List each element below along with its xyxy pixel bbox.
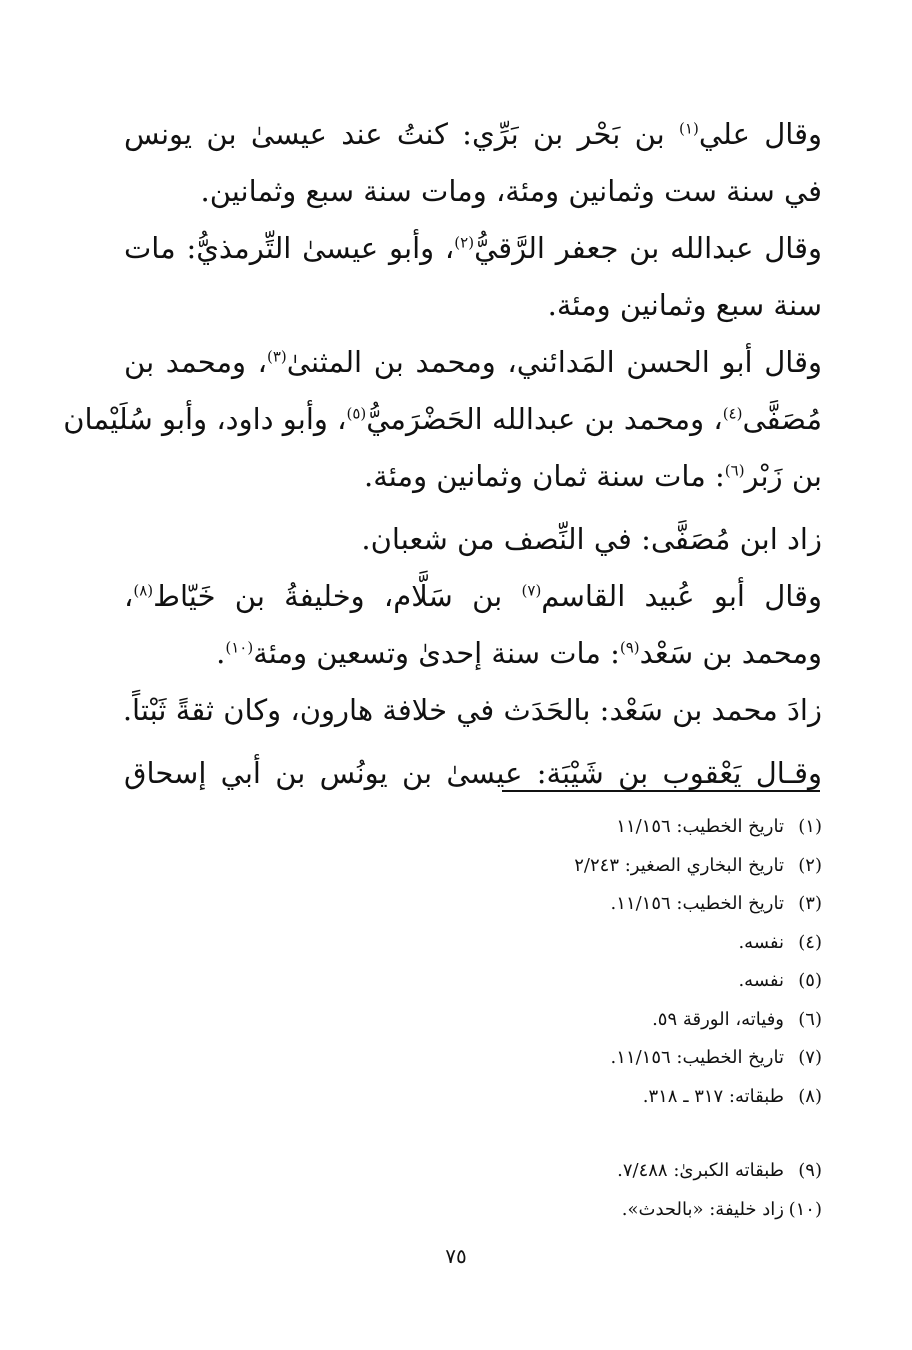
footnote [440,885,822,924]
footnote [440,847,822,886]
text-line: زادَ محمد بن سَعْد: بالحَدَث في خلافة هارون، وكان ثقةً ثَبْتاً. [122,693,822,727]
footnote-text: طبقاته الكبرىٰ: ٧/٤٨٨. [617,1160,784,1181]
footnote [440,1152,822,1191]
footnote [440,808,822,847]
footnote [440,1039,822,1078]
page-number: ٧٥ [445,1244,467,1268]
text-line: ومحمد بن سَعْد$^{(٩)}$: مات سنة إحدىٰ وتسعين ومئة$^{(١٠)}$. [216,636,822,670]
footnote-number: (٣) [798,893,822,914]
footnote [440,962,822,1001]
footnote-number: (١) [798,816,822,837]
footnote-text: وفياته، الورقة ٥٩. [652,1008,784,1030]
footnote-text: طبقاته: ٣١٧ ـ ٣١٨. [642,1085,784,1107]
footnote-ref[interactable]: (١٠) [225,638,254,657]
footnote-number: (١٠) [788,1198,822,1220]
text-line: وقال أبو عُبيد القاسم$^{(٧)}$ بن سَلَّام، وخليفةُ بن خَيّاط$^{(٨)}$، [124,579,822,613]
footnote-number: (٩) [798,1160,822,1181]
footnote-number: (٤) [798,931,822,953]
text-line: وقال عبدالله بن جعفر الرَّقيُّ$^{(٢)}$، وأبو عيسىٰ التِّرمذيُّ: مات [124,231,822,265]
footnote-number: (٧) [798,1047,822,1068]
footnote-ref[interactable]: (٦) [724,461,745,480]
footnote-ref[interactable]: (٨) [133,581,154,600]
footnote-text: تاريخ البخاري الصغير: ٢/٢٤٣ [574,854,784,876]
footnote-text: زاد خليفة: «بالحدث». [621,1198,784,1220]
footnote [440,924,822,963]
footnote [440,1001,822,1040]
footnote-ref[interactable]: (٢) [454,233,475,252]
footnote-ref[interactable]: (٤) [722,404,743,423]
footnote-ref[interactable]: (٩) [619,638,640,657]
footnote-separator [502,790,820,792]
text-line: مُصَفَّى$^{(٤)}$، ومحمد بن عبدالله الحَضْرَميُّ$^{(٥)}$، وأبو داود، وأبو سُلَيْمان [63,402,822,436]
text-line: سنة سبع وثمانين ومئة. [547,288,822,322]
footnote-ref[interactable]: (١) [679,119,699,138]
footnote-text: نفسه. [738,931,784,953]
footnote-text: تاريخ الخطيب: ١١/١٥٦ [616,816,784,837]
footnote-text: نفسه. [738,970,784,991]
text-line: وقال أبو الحسن المَدائني، ومحمد بن المثنىٰ$^{(٣)}$، ومحمد بن [124,345,822,379]
footnote-ref[interactable]: (٧) [521,581,542,600]
footnote-number: (٨) [798,1085,822,1107]
text-line: بن زَبْر$^{(٦)}$: مات سنة ثمان وثمانين ومئة. [364,459,822,493]
text-line: وقال علي$^{(١)}$ بن بَحْر بن بَرِّي: كنتُ عند عيسىٰ بن يونس [124,117,822,151]
footnote-number: (٥) [798,970,822,991]
main-text [63,106,822,802]
text-line: وقـال يَعْقوب بن شَيْبَة: عيسىٰ بن يونُس بن أبي إسحاق [124,756,822,790]
footnote-ref[interactable]: (٣) [267,347,287,366]
text-line: في سنة ست وثمانين ومئة، ومات سنة سبع وثمانين. [200,174,822,208]
footnote-text: تاريخ الخطيب: ١١/١٥٦. [610,893,784,914]
footnote [440,1191,822,1230]
footnote [440,1078,822,1117]
footnotes [440,808,822,1229]
footnote-ref[interactable]: (٥) [346,404,367,423]
footnote-text: تاريخ الخطيب: ١١/١٥٦. [610,1047,784,1068]
footnote-number: (٢) [798,854,822,876]
text-line: زاد ابن مُصَفَّى: في النِّصف من شعبان. [361,522,822,556]
footnote-number: (٦) [798,1008,822,1030]
